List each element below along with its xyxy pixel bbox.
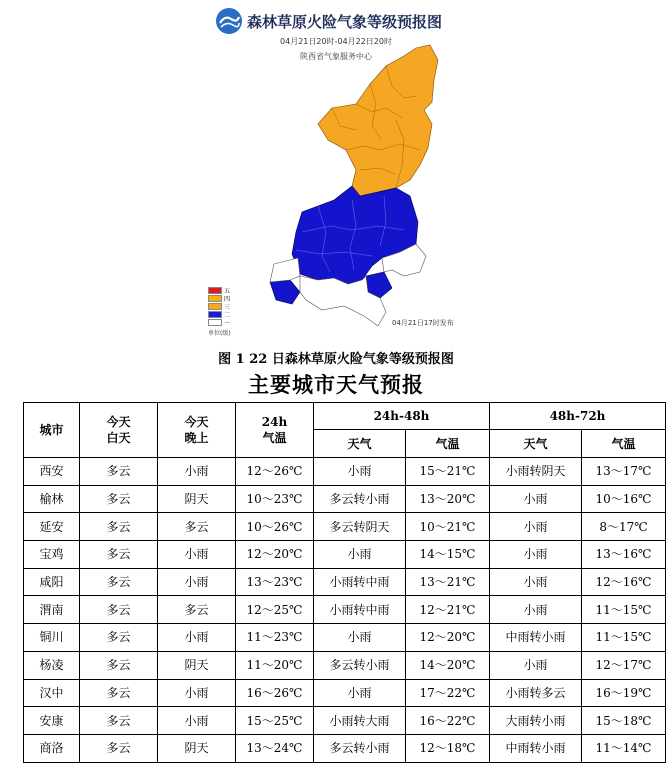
header-today-day: 今天 白天 [80,403,158,458]
header-24h-48h: 24h-48h [314,403,490,430]
cell-72h-temp: 11～15℃ [582,624,666,652]
map-title: 森林草原火险气象等级预报图 [247,12,443,31]
cell-24h-temp: 12～20℃ [236,541,314,569]
table-title: 主要城市天气预报 [248,372,424,397]
map-header [215,6,442,36]
cell-city: 安康 [24,707,80,735]
legend-item: 一 [208,318,231,326]
cell-48h-temp: 17～22℃ [406,679,490,707]
cell-48h-weather: 多云转小雨 [314,734,406,762]
cell-72h-weather: 中雨转小雨 [490,734,582,762]
cell-48h-weather: 多云转小雨 [314,651,406,679]
legend-item: 五 [208,286,231,294]
cell-72h-weather: 小雨转阴天 [490,458,582,486]
cell-city: 杨凌 [24,651,80,679]
cell-city: 延安 [24,513,80,541]
cell-today-day: 多云 [80,734,158,762]
cell-24h-temp: 15～25℃ [236,707,314,735]
cell-48h-temp: 12～20℃ [406,624,490,652]
cell-72h-weather: 小雨 [490,485,582,513]
cell-48h-temp: 13～20℃ [406,485,490,513]
cell-72h-temp: 10～16℃ [582,485,666,513]
cell-48h-temp: 12～21℃ [406,596,490,624]
map-period: 04月21日20时-04月22日20时 [280,37,392,46]
cell-today-day: 多云 [80,651,158,679]
map-issue-time: 04月21日17时发布 [392,319,454,327]
header-city: 城市 [24,403,80,458]
table-row [24,707,666,735]
map-zone-orange [318,45,438,196]
legend-unit: 单位(级) [208,330,231,337]
cell-city: 咸阳 [24,568,80,596]
cell-72h-weather: 小雨转多云 [490,679,582,707]
cell-48h-weather: 小雨 [314,624,406,652]
cell-city: 汉中 [24,679,80,707]
cell-24h-temp: 10～23℃ [236,485,314,513]
header-temp-72: 气温 [582,430,666,458]
cell-72h-weather: 小雨 [490,513,582,541]
cell-72h-temp: 12～17℃ [582,651,666,679]
cell-72h-weather: 小雨 [490,596,582,624]
cell-72h-weather: 小雨 [490,651,582,679]
cell-48h-temp: 13～21℃ [406,568,490,596]
cell-24h-temp: 11～20℃ [236,651,314,679]
cell-48h-weather: 小雨转中雨 [314,596,406,624]
weather-service-logo-icon [215,7,243,35]
map-zone-white-w [270,258,300,282]
cell-72h-weather: 小雨 [490,568,582,596]
cell-48h-weather: 小雨转中雨 [314,568,406,596]
cell-72h-temp: 11～15℃ [582,596,666,624]
cell-today-night: 小雨 [158,568,236,596]
cell-72h-temp: 15～18℃ [582,707,666,735]
cell-today-night: 阴天 [158,734,236,762]
map-issuer: 陕西省气象服务中心 [300,52,372,61]
cell-24h-temp: 10～26℃ [236,513,314,541]
legend-item: 三 [208,302,231,310]
cell-today-day: 多云 [80,458,158,486]
cell-today-night: 阴天 [158,485,236,513]
cell-48h-temp: 14～20℃ [406,651,490,679]
cell-city: 宝鸡 [24,541,80,569]
legend-item: 四 [208,294,231,302]
city-forecast-table [23,402,666,763]
cell-today-day: 多云 [80,568,158,596]
cell-today-night: 小雨 [158,541,236,569]
table-row [24,458,666,486]
cell-72h-weather: 小雨 [490,541,582,569]
cell-72h-weather: 大雨转小雨 [490,707,582,735]
cell-72h-temp: 11～14℃ [582,734,666,762]
header-weather-72: 天气 [490,430,582,458]
forecast-body [24,458,666,763]
cell-today-night: 多云 [158,513,236,541]
cell-24h-temp: 13～23℃ [236,568,314,596]
cell-48h-weather: 小雨 [314,679,406,707]
table-row [24,568,666,596]
header-24h-temp: 24h 气温 [236,403,314,458]
cell-today-night: 小雨 [158,458,236,486]
figure-caption: 图 1 22 日森林草原火险气象等级预报图 [218,352,454,367]
cell-today-night: 小雨 [158,707,236,735]
table-row [24,679,666,707]
cell-24h-temp: 11～23℃ [236,624,314,652]
table-row [24,596,666,624]
cell-city: 铜川 [24,624,80,652]
cell-48h-weather: 小雨 [314,458,406,486]
map-legend [208,286,231,337]
cell-24h-temp: 12～26℃ [236,458,314,486]
cell-today-day: 多云 [80,596,158,624]
cell-24h-temp: 16～26℃ [236,679,314,707]
cell-72h-temp: 12～16℃ [582,568,666,596]
cell-72h-temp: 13～17℃ [582,458,666,486]
table-row [24,485,666,513]
cell-today-day: 多云 [80,679,158,707]
cell-city: 商洛 [24,734,80,762]
cell-72h-temp: 8～17℃ [582,513,666,541]
cell-48h-temp: 14～15℃ [406,541,490,569]
table-row [24,734,666,762]
cell-today-day: 多云 [80,541,158,569]
cell-today-night: 小雨 [158,624,236,652]
cell-72h-temp: 16～19℃ [582,679,666,707]
fire-risk-map-figure [0,0,672,340]
cell-today-night: 阴天 [158,651,236,679]
cell-city: 西安 [24,458,80,486]
cell-city: 榆林 [24,485,80,513]
cell-today-night: 多云 [158,596,236,624]
map-zone-blue-sw [270,280,300,304]
table-row [24,541,666,569]
cell-city: 渭南 [24,596,80,624]
header-today-night: 今天 晚上 [158,403,236,458]
cell-72h-temp: 13～16℃ [582,541,666,569]
cell-48h-temp: 16～22℃ [406,707,490,735]
cell-today-day: 多云 [80,624,158,652]
cell-48h-temp: 10～21℃ [406,513,490,541]
cell-48h-temp: 12～18℃ [406,734,490,762]
cell-48h-weather: 小雨 [314,541,406,569]
legend-item: 二 [208,310,231,318]
cell-today-day: 多云 [80,513,158,541]
header-temp-48: 气温 [406,430,490,458]
cell-48h-temp: 15～21℃ [406,458,490,486]
cell-today-night: 小雨 [158,679,236,707]
table-row [24,651,666,679]
cell-24h-temp: 12～25℃ [236,596,314,624]
cell-today-day: 多云 [80,707,158,735]
cell-today-day: 多云 [80,485,158,513]
table-row [24,624,666,652]
cell-48h-weather: 多云转阴天 [314,513,406,541]
header-48h-72h: 48h-72h [490,403,666,430]
table-row [24,513,666,541]
header-weather-48: 天气 [314,430,406,458]
cell-72h-weather: 中雨转小雨 [490,624,582,652]
cell-24h-temp: 13～24℃ [236,734,314,762]
cell-48h-weather: 多云转小雨 [314,485,406,513]
cell-48h-weather: 小雨转大雨 [314,707,406,735]
